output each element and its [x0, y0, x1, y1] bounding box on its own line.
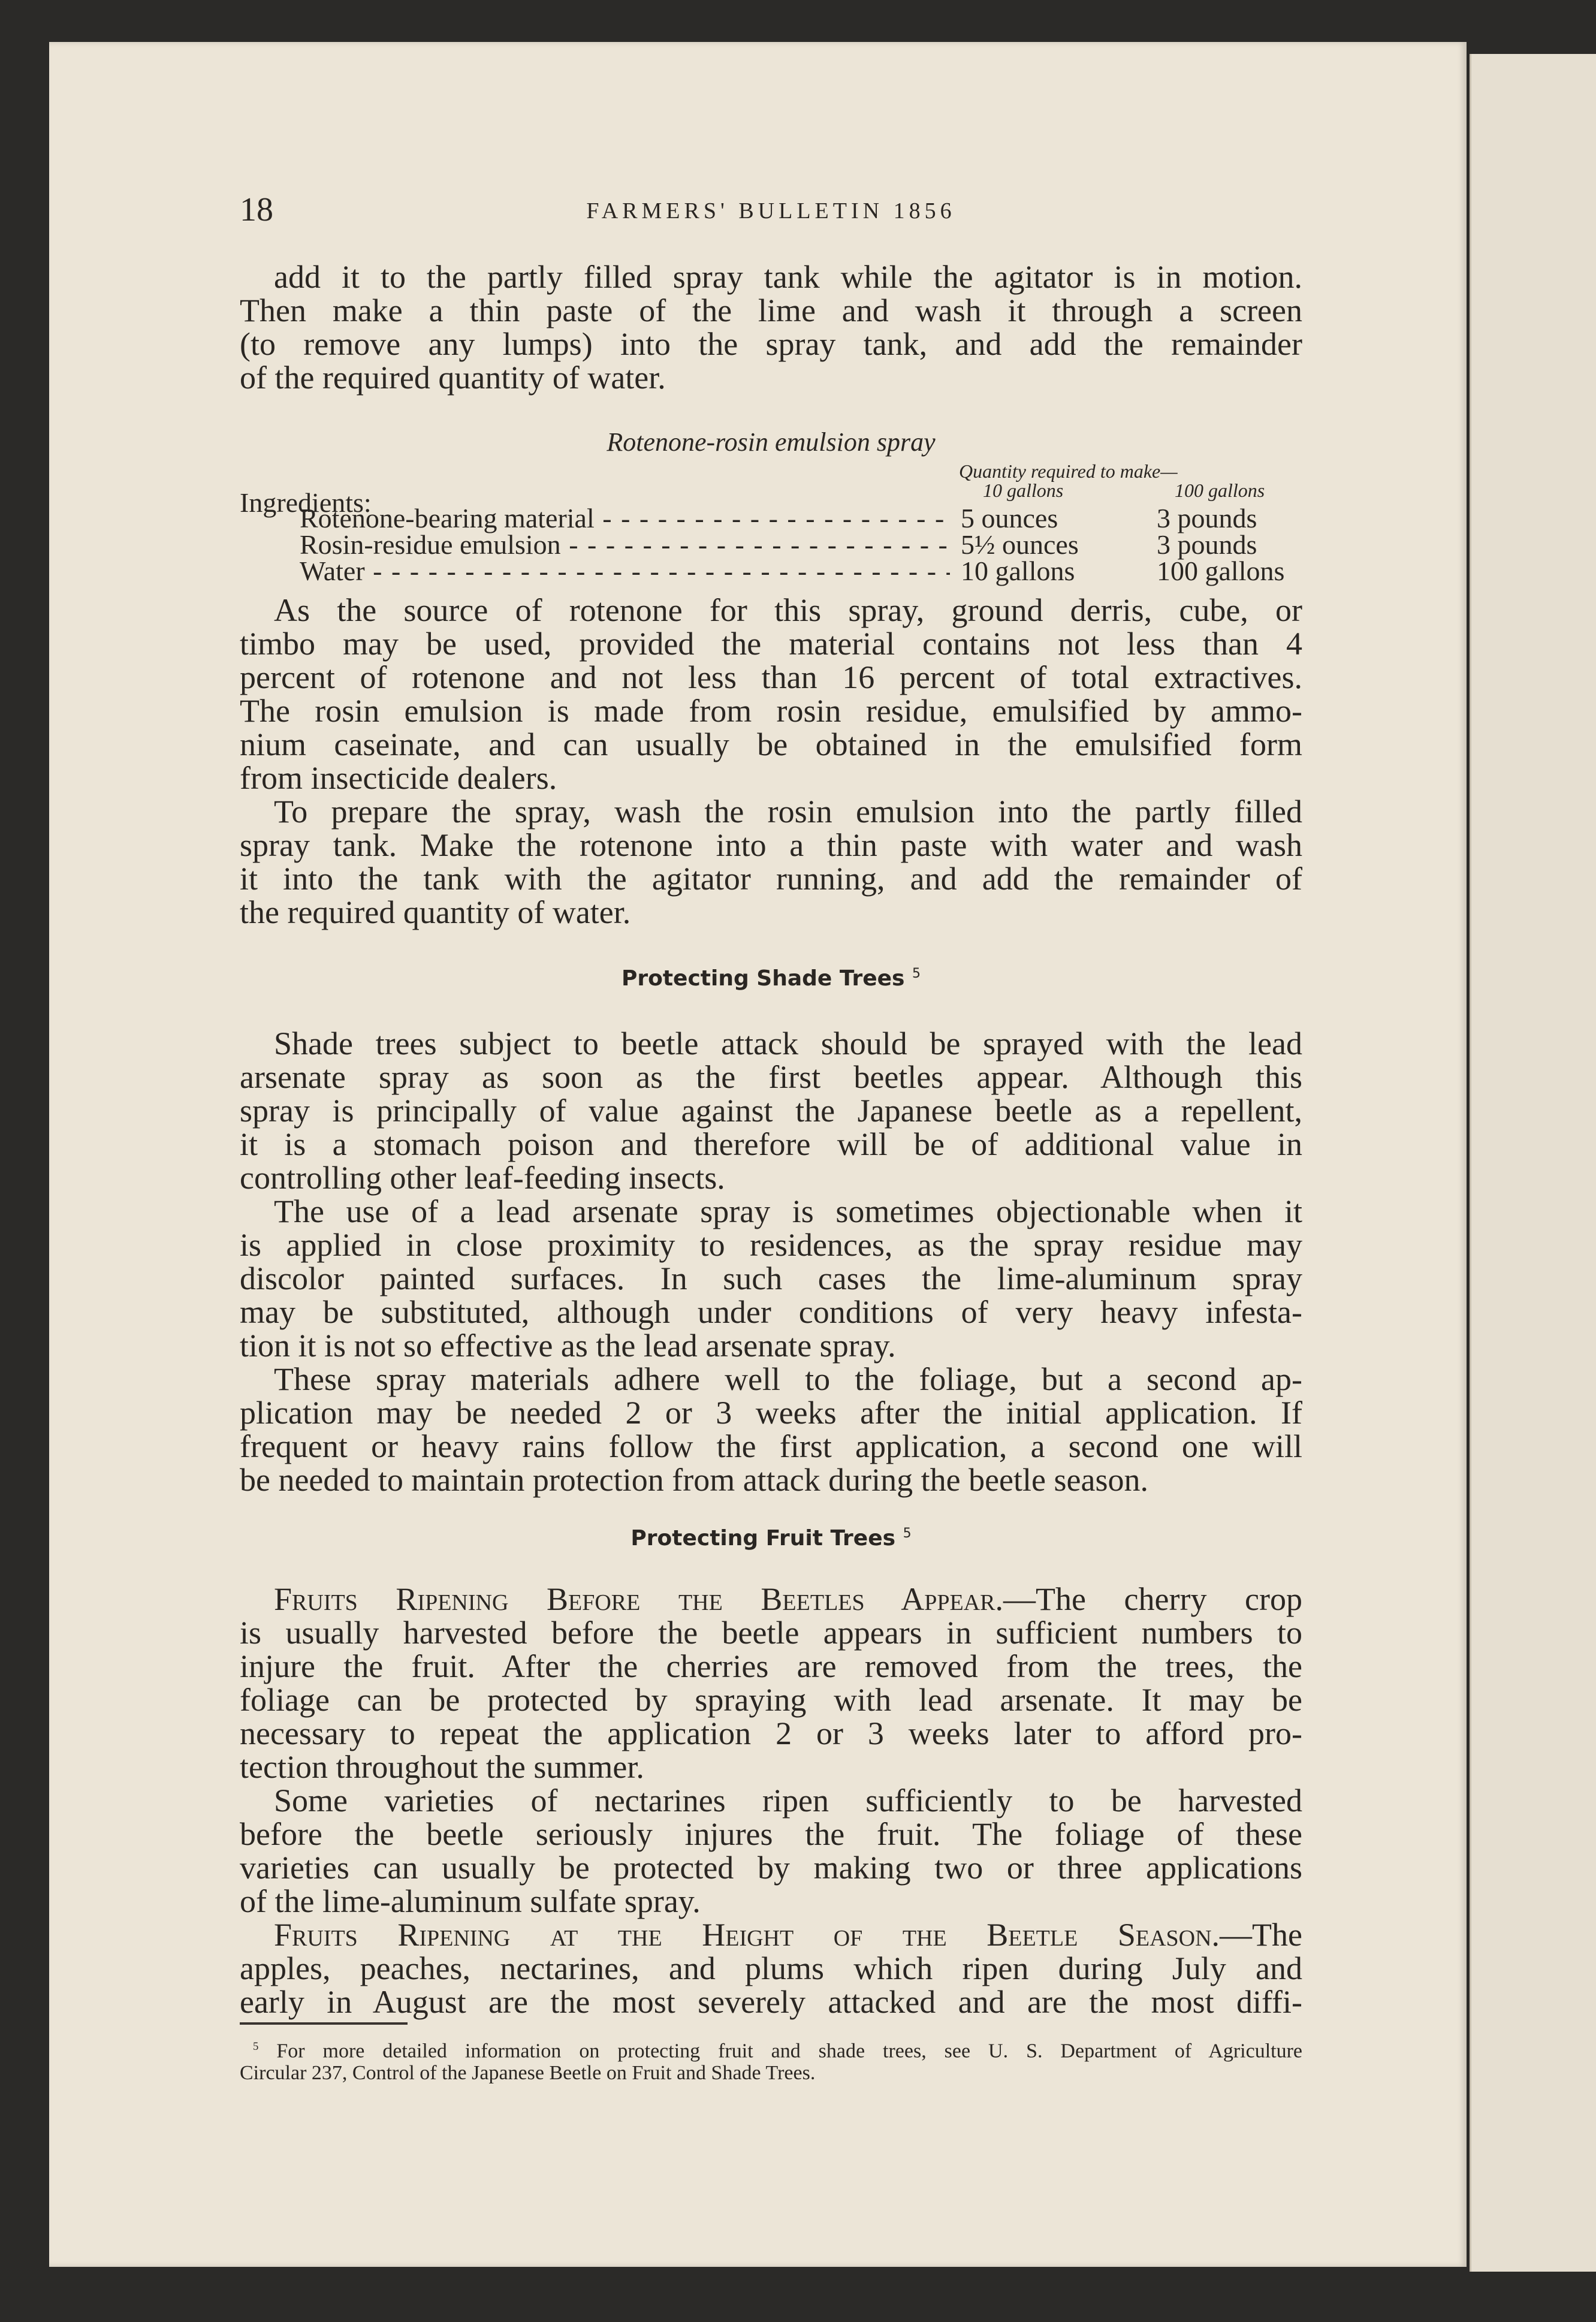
ingredient-name: Rotenone-bearing material - - - — [300, 502, 950, 534]
footnote-ref: 5 — [903, 1526, 912, 1541]
footnote-marker: 5 — [253, 2040, 259, 2053]
text-line: plication may be needed 2 or 3 weeks after the initial application. If — [240, 1395, 1302, 1431]
text-line: The rosin emulsion is made from rosin residue, emulsified by ammo- — [240, 693, 1302, 729]
column-header-100-gallons: 100 gallons — [1175, 480, 1265, 501]
text-line: Then make a thin paste of the lime and wash it through a screen — [240, 292, 1302, 328]
text-line: foliage can be protected by spraying with lead arsenate. It may be — [240, 1682, 1302, 1718]
text-line: To prepare the spray, wash the rosin emulsion into the partly filled — [274, 794, 1302, 830]
text-line: it into the tank with the agitator running, and add the remainder of — [240, 861, 1302, 897]
text-line: Some varieties of nectarines ripen sufficiently to be harvested — [274, 1783, 1302, 1819]
text-line — [240, 1918, 1302, 1952]
text-line: nium caseinate, and can usually be obtained in the emulsified form — [240, 726, 1302, 762]
text-line: is usually harvested before the beetle appears in sufficient numbers to — [240, 1615, 1302, 1651]
footnote-rule — [240, 2022, 408, 2025]
quantity-10-gallons: 10 gallons — [961, 556, 1075, 586]
text-line: is applied in close proximity to residences, as the spray residue may — [240, 1227, 1302, 1263]
text-line: the required quantity of water. — [240, 894, 631, 930]
run-in-heading: Fruits Ripening Before the Beetles Appear. — [274, 1581, 1004, 1617]
paragraph — [240, 1784, 1302, 1918]
text-line: timbo may be used, provided the material contains not less than 4 — [240, 626, 1302, 662]
line-text: —The — [1220, 1917, 1302, 1953]
text-line: arsenate spray as soon as the first beetles appear. Although this — [240, 1059, 1302, 1095]
column-header-10-gallons: 10 gallons — [983, 480, 1064, 501]
quantity-10-gallons: 5½ ounces — [961, 529, 1079, 560]
running-title: FARMERS' BULLETIN 1856 — [586, 198, 956, 224]
fruit-trees-paragraphs — [240, 1582, 1302, 2019]
footnote-ref: 5 — [912, 966, 921, 981]
page-number: 18 — [240, 191, 273, 228]
next-page-edge — [1470, 54, 1596, 2272]
paragraph — [240, 1582, 1302, 1784]
ingredient-name: Rosin-residue emulsion - - - — [300, 529, 950, 560]
text-line: varieties can usually be protected by making two or three applications — [240, 1850, 1302, 1886]
quantity-10-gallons: 5 ounces — [961, 503, 1058, 533]
text-line: controlling other leaf-feeding insects. — [240, 1160, 725, 1196]
intro-paragraph — [240, 260, 1302, 394]
section-heading-fruit-trees — [240, 1526, 1302, 1551]
footnote-text: For more detailed information on protecting fruit and shade trees, see U. S. Department of Agriculture — [276, 2040, 1302, 2062]
text-line: it is a stomach poison and therefore will be of additional value in — [240, 1126, 1302, 1162]
paragraph — [240, 795, 1302, 929]
text-line: before the beetle seriously injures the fruit. The foliage of these — [240, 1816, 1302, 1852]
heading-text: Protecting Fruit Trees — [630, 1526, 896, 1551]
paragraph — [240, 593, 1302, 795]
paragraph — [240, 1195, 1302, 1362]
text-line: frequent or heavy rains follow the first application, a second one will — [240, 1428, 1302, 1464]
ingredient-name: Water - - - — [300, 555, 950, 587]
quantity-100-gallons: 3 pounds — [1157, 529, 1257, 560]
quantity-100-gallons: 3 pounds — [1157, 503, 1257, 533]
text-line: may be substituted, although under conditions of very heavy infesta- — [240, 1294, 1302, 1330]
heading-text: Protecting Shade Trees — [621, 966, 905, 991]
text-line: tion it is not so effective as the lead arsenate spray. — [240, 1328, 896, 1364]
run-in-heading: Fruits Ripening at the Height of the Beetle Season. — [274, 1917, 1220, 1953]
text-line: spray is principally of value against the Japanese beetle as a repellent, — [240, 1093, 1302, 1129]
text-line: of the lime-aluminum sulfate spray. — [240, 1883, 701, 1919]
text-line: discolor painted surfaces. In such cases the lime-aluminum spray — [240, 1260, 1302, 1296]
footnote-line-1 — [240, 2035, 1302, 2062]
paragraph — [240, 1362, 1302, 1497]
paragraph — [240, 1027, 1302, 1195]
text-line: injure the fruit. After the cherries are removed from the trees, the — [240, 1648, 1302, 1684]
text-line: of the required quantity of water. — [240, 360, 666, 396]
text-line: spray tank. Make the rotenone into a thin paste with water and wash — [240, 827, 1302, 863]
paragraph — [240, 1918, 1302, 2019]
text-line: early in August are the most severely attacked and are the most diffi- — [240, 1984, 1302, 2020]
quantity-100-gallons: 100 gallons — [1157, 556, 1285, 586]
text-line: tection throughout the summer. — [240, 1749, 644, 1785]
footnote-line-2: Circular 237, Control of the Japanese Beetle on Fruit and Shade Trees. — [240, 2062, 816, 2085]
text-line: These spray materials adhere well to the foliage, but a second ap- — [274, 1361, 1302, 1397]
text-line: (to remove any lumps) into the spray tank, and add the remainder — [240, 326, 1302, 362]
text-line: percent of rotenone and not less than 16 percent of total extractives. — [240, 659, 1302, 695]
line-text: —The cherry crop — [1003, 1581, 1303, 1617]
text-line: add it to the partly filled spray tank while the agitator is in motion. — [274, 259, 1302, 295]
ingredients-label: Ingredients: — [240, 487, 372, 518]
rotenone-paragraphs — [240, 593, 1302, 929]
text-line: As the source of rotenone for this spray, ground derris, cube, or — [274, 592, 1302, 628]
text-line — [240, 1582, 1302, 1616]
quantity-header: Quantity required to make— — [959, 460, 1178, 482]
running-header — [240, 191, 1302, 227]
text-line: apples, peaches, nectarines, and plums which ripen during July and — [240, 1950, 1302, 1986]
table-title: Rotenone-rosin emulsion spray — [607, 427, 936, 457]
section-heading-shade-trees — [240, 966, 1302, 991]
text-line: The use of a lead arsenate spray is sometimes objectionable when it — [274, 1193, 1302, 1229]
text-line: from insecticide dealers. — [240, 760, 557, 796]
text-line: Shade trees subject to beetle attack should be sprayed with the lead — [274, 1026, 1302, 1062]
text-line: be needed to maintain protection from attack during the beetle season. — [240, 1462, 1148, 1498]
shade-trees-paragraphs — [240, 1027, 1302, 1497]
text-line: necessary to repeat the application 2 or 3 weeks later to afford pro- — [240, 1715, 1302, 1751]
footnote — [240, 2035, 1302, 2084]
